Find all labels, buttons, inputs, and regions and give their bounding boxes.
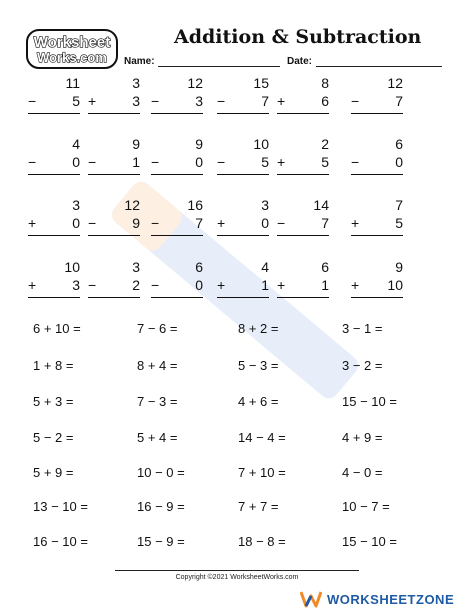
problem-bottom-number: 0 (72, 215, 80, 231)
horizontal-problem: 4 + 9 = (342, 430, 383, 445)
problem-top-number: 3 (72, 197, 80, 213)
problem-bottom-row (351, 92, 403, 110)
problem-bottom-row (217, 276, 269, 294)
operator-sign: − (351, 93, 360, 109)
operator-sign: − (217, 93, 226, 109)
vertical-problem (217, 258, 269, 298)
copyright-text: Copyright ©2021 WorksheetWorks.com (175, 574, 299, 581)
answer-line (28, 235, 80, 236)
operator-sign: + (28, 215, 37, 231)
horizontal-problem: 16 − 10 = (33, 534, 88, 549)
horizontal-problem: 7 + 10 = (238, 465, 286, 480)
problem-top-number: 12 (387, 75, 403, 91)
horizontal-problem: 15 − 9 = (137, 534, 185, 549)
problem-bottom-number: 3 (195, 93, 203, 109)
problem-top-number: 10 (253, 136, 269, 152)
problem-top-number: 3 (132, 75, 140, 91)
horizontal-problem: 8 + 4 = (137, 358, 178, 373)
problem-top-number: 6 (395, 136, 403, 152)
answer-line (151, 235, 203, 236)
answer-line (277, 297, 329, 298)
vertical-problem (28, 258, 80, 298)
page-title: Addition & Subtraction (174, 26, 422, 48)
horizontal-problem: 13 − 10 = (33, 499, 88, 514)
vertical-problem (217, 74, 269, 114)
operator-sign: − (151, 154, 160, 170)
problem-top-number: 6 (195, 259, 203, 275)
vertical-problem (277, 196, 329, 236)
answer-line (217, 113, 269, 114)
operator-sign: − (28, 154, 37, 170)
problem-bottom-number: 3 (132, 93, 140, 109)
problem-bottom-number: 5 (321, 154, 329, 170)
answer-line (28, 174, 80, 175)
vertical-problem (277, 258, 329, 298)
answer-line (217, 235, 269, 236)
problem-bottom-number: 1 (261, 277, 269, 293)
horizontal-problem: 15 − 10 = (342, 534, 397, 549)
answer-line (351, 113, 403, 114)
horizontal-problem: 16 − 9 = (137, 499, 185, 514)
problem-bottom-row (277, 276, 329, 294)
answer-line (217, 297, 269, 298)
date-label: Date: (287, 56, 313, 67)
logo-line2: Works.com (37, 50, 107, 65)
problem-bottom-number: 5 (261, 154, 269, 170)
answer-line (28, 297, 80, 298)
problem-top-number: 8 (321, 75, 329, 91)
operator-sign: − (28, 93, 37, 109)
problem-bottom-row (217, 92, 269, 110)
problem-bottom-number: 7 (395, 93, 403, 109)
horizontal-problem: 5 − 2 = (33, 430, 74, 445)
answer-line (351, 235, 403, 236)
answer-line (277, 235, 329, 236)
horizontal-problem: 5 − 3 = (238, 358, 279, 373)
operator-sign: + (277, 154, 286, 170)
problem-top-number: 3 (132, 259, 140, 275)
horizontal-problem: 10 − 0 = (137, 465, 185, 480)
problem-bottom-number: 2 (132, 277, 140, 293)
operator-sign: + (217, 215, 226, 231)
problem-top-number: 10 (64, 259, 80, 275)
problem-top-number: 9 (195, 136, 203, 152)
problem-bottom-number: 3 (72, 277, 80, 293)
vertical-problem (151, 196, 203, 236)
problem-top-number: 7 (395, 197, 403, 213)
problem-top-number: 16 (187, 197, 203, 213)
problem-bottom-row (151, 276, 203, 294)
problem-top-number: 2 (321, 136, 329, 152)
footer-divider (115, 570, 359, 571)
worksheetworks-logo (26, 28, 118, 70)
horizontal-problem: 5 + 4 = (137, 430, 178, 445)
logo-line1: Worksheet (33, 34, 111, 51)
problem-bottom-number: 1 (321, 277, 329, 293)
vertical-problem (151, 74, 203, 114)
date-field[interactable] (316, 66, 442, 67)
problem-bottom-row (277, 214, 329, 232)
problem-bottom-row (351, 276, 403, 294)
vertical-problem (28, 135, 80, 175)
operator-sign: − (151, 277, 160, 293)
problem-top-number: 12 (124, 197, 140, 213)
problem-bottom-number: 7 (261, 93, 269, 109)
vertical-problem (351, 196, 403, 236)
horizontal-problem: 7 + 7 = (238, 499, 279, 514)
problem-bottom-number: 10 (387, 277, 403, 293)
problem-top-number: 6 (321, 259, 329, 275)
problem-top-number: 11 (65, 75, 80, 91)
worksheetzone-brand (300, 589, 454, 609)
problem-bottom-number: 0 (72, 154, 80, 170)
problem-bottom-number: 0 (195, 277, 203, 293)
horizontal-problem: 18 − 8 = (238, 534, 286, 549)
answer-line (88, 174, 140, 175)
problem-top-number: 9 (395, 259, 403, 275)
vertical-problem (151, 135, 203, 175)
operator-sign: − (351, 154, 360, 170)
vertical-problem (351, 258, 403, 298)
answer-line (151, 113, 203, 114)
operator-sign: − (88, 154, 97, 170)
horizontal-problem: 4 + 6 = (238, 394, 279, 409)
name-label: Name: (124, 56, 155, 67)
answer-line (277, 113, 329, 114)
horizontal-problem: 4 − 0 = (342, 465, 383, 480)
operator-sign: + (351, 277, 360, 293)
vertical-problem (28, 74, 80, 114)
problem-bottom-row (151, 92, 203, 110)
problem-top-number: 3 (261, 197, 269, 213)
worksheetzone-logo-icon (300, 590, 322, 608)
vertical-problem (88, 135, 140, 175)
problem-top-number: 15 (253, 75, 269, 91)
answer-line (217, 174, 269, 175)
problem-bottom-row (28, 214, 80, 232)
operator-sign: + (277, 277, 286, 293)
horizontal-problem: 8 + 2 = (238, 321, 279, 336)
operator-sign: − (277, 215, 286, 231)
problem-bottom-number: 1 (132, 154, 140, 170)
operator-sign: − (151, 215, 160, 231)
horizontal-problem: 15 − 10 = (342, 394, 397, 409)
horizontal-problem: 10 − 7 = (342, 499, 390, 514)
operator-sign: − (217, 154, 226, 170)
operator-sign: − (88, 277, 97, 293)
problem-bottom-row (217, 214, 269, 232)
problem-bottom-row (88, 153, 140, 171)
vertical-problem (351, 135, 403, 175)
problem-bottom-number: 5 (72, 93, 80, 109)
brand-name: WORKSHEETZONE (327, 591, 455, 607)
horizontal-problem: 7 − 6 = (137, 321, 178, 336)
problem-top-number: 4 (72, 136, 80, 152)
horizontal-problem: 3 − 1 = (342, 321, 383, 336)
problem-bottom-row (277, 153, 329, 171)
vertical-problem (217, 196, 269, 236)
operator-sign: + (217, 277, 226, 293)
answer-line (351, 174, 403, 175)
problem-bottom-number: 9 (132, 215, 140, 231)
horizontal-problem: 1 + 8 = (33, 358, 74, 373)
problem-bottom-number: 0 (261, 215, 269, 231)
problem-bottom-number: 6 (321, 93, 329, 109)
problem-bottom-number: 7 (321, 215, 329, 231)
operator-sign: − (151, 93, 160, 109)
answer-line (88, 235, 140, 236)
problem-bottom-row (151, 153, 203, 171)
problem-bottom-row (351, 153, 403, 171)
problem-bottom-row (88, 276, 140, 294)
name-field[interactable] (158, 66, 280, 67)
problem-bottom-row (217, 153, 269, 171)
answer-line (151, 297, 203, 298)
operator-sign: + (28, 277, 37, 293)
operator-sign: + (277, 93, 286, 109)
problem-top-number: 9 (132, 136, 140, 152)
operator-sign: + (88, 93, 97, 109)
horizontal-problem: 6 + 10 = (33, 321, 81, 336)
vertical-problem (88, 74, 140, 114)
vertical-problem (151, 258, 203, 298)
horizontal-problem: 3 − 2 = (342, 358, 383, 373)
horizontal-problem: 7 − 3 = (137, 394, 178, 409)
answer-line (351, 297, 403, 298)
problem-bottom-row (28, 276, 80, 294)
vertical-problem (277, 74, 329, 114)
problem-top-number: 12 (187, 75, 203, 91)
answer-line (88, 297, 140, 298)
problem-bottom-row (151, 214, 203, 232)
operator-sign: + (351, 215, 360, 231)
operator-sign: − (88, 215, 97, 231)
horizontal-problem: 5 + 3 = (33, 394, 74, 409)
problem-bottom-number: 7 (195, 215, 203, 231)
horizontal-problem: 5 + 9 = (33, 465, 74, 480)
vertical-problem (217, 135, 269, 175)
problem-bottom-row (28, 92, 80, 110)
answer-line (28, 113, 80, 114)
problem-bottom-number: 0 (195, 154, 203, 170)
problem-top-number: 4 (261, 259, 269, 275)
horizontal-problem: 14 − 4 = (238, 430, 286, 445)
vertical-problem (88, 196, 140, 236)
problem-bottom-number: 0 (395, 154, 403, 170)
vertical-problem (88, 258, 140, 298)
problem-bottom-row (88, 92, 140, 110)
answer-line (151, 174, 203, 175)
problem-top-number: 14 (313, 197, 329, 213)
problem-bottom-row (28, 153, 80, 171)
problem-bottom-row (88, 214, 140, 232)
vertical-problem (28, 196, 80, 236)
answer-line (88, 113, 140, 114)
vertical-problem (351, 74, 403, 114)
vertical-problem (277, 135, 329, 175)
answer-line (277, 174, 329, 175)
problem-bottom-row (277, 92, 329, 110)
problem-bottom-row (351, 214, 403, 232)
problem-bottom-number: 5 (395, 215, 403, 231)
